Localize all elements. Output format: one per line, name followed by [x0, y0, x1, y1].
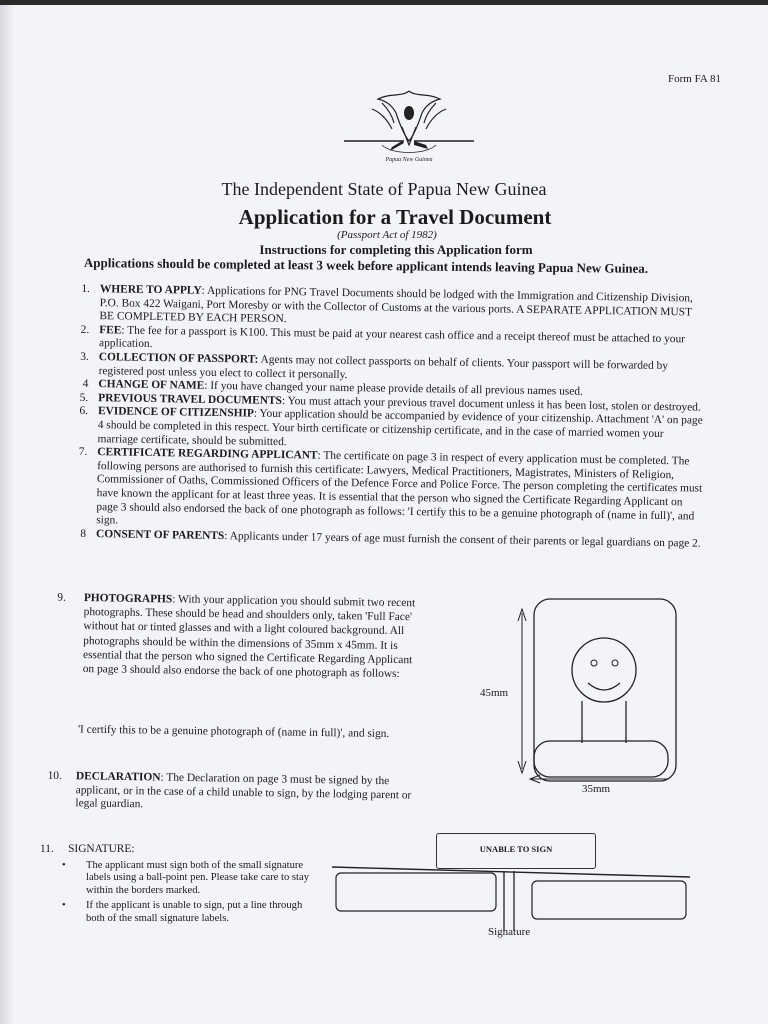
- item-label: WHERE TO APPLY: [99, 283, 202, 297]
- item-label: DECLARATION: [75, 770, 161, 784]
- bullet-icon: •: [62, 860, 66, 871]
- item-label: COLLECTION OF PASSPORT:: [98, 351, 259, 366]
- item-separator: :: [201, 284, 208, 297]
- item-number: 9.: [57, 591, 66, 604]
- bullet-text: If the applicant is unable to sign, put a line through both of the small signature labels.: [86, 900, 303, 924]
- instructions-title: Instructions for completing this Application form: [259, 242, 533, 257]
- item-separator: :: [224, 529, 230, 542]
- bullet-icon: •: [62, 900, 66, 912]
- item-label: SIGNATURE:: [68, 843, 135, 855]
- list-item: [0, 445, 765, 539]
- form-number: Form FA 81: [668, 73, 721, 85]
- item-number: 11.: [40, 843, 54, 855]
- signature-label-left: [336, 873, 496, 911]
- item-number: 2.: [80, 323, 90, 336]
- item-separator: :: [281, 394, 288, 407]
- item-text: Your application should be accompanied by evidence of your citizenship. Attachment 'A' on page 4 should be completed in this respect. Your birth certificate or citizenship certificate, and in the case of married women your marriage certificate, should be submitted.: [97, 408, 703, 448]
- declaration-section: [0, 769, 430, 817]
- item-text: The certificate on page 3 in respect of every application must be completed. The following persons are authorised to furnish this certificate: Lawyers, Medical Practitioners, Magistrates, Ministers of Religion, Commissioner of Oaths, Commissioned Officers of the Defence Force and Police Force. The person completing the certificates must have known the applicant for at least three yeas. It is essential that the person who signed the Certificate Regarding Applicant on page 3 should also endorsed the back of one photograph as follows: 'I certify this to be a genuine photograph of (name in full)', and sign.: [96, 449, 703, 527]
- shoulders-shape: [534, 741, 668, 777]
- item-number: 10.: [47, 769, 62, 783]
- item-label: CONSENT OF PARENTS: [95, 527, 225, 542]
- item-text: : The Declaration on page 3 must be signed by the applicant, or in the case of a child unable to sign, by the lodging parent or legal guardian.: [75, 771, 412, 811]
- state-title: The Independent State of Papua New Guinea: [221, 179, 547, 199]
- item-text: If you have changed your name please provide details of all previous names used.: [210, 380, 583, 398]
- item-number: 4: [82, 378, 89, 391]
- list-item: [62, 900, 322, 925]
- item-number: 1.: [81, 282, 90, 295]
- item-label: PREVIOUS TRAVEL DOCUMENTS: [98, 391, 283, 407]
- item-separator: :: [121, 324, 128, 337]
- item-separator: :: [253, 407, 260, 421]
- signature-label-right: [532, 881, 686, 919]
- photo-height-label: 45mm: [480, 687, 509, 699]
- item-number: 3.: [80, 350, 89, 363]
- item-text: Agents may not collect passports on behalf of clients. Your passport will be forwarded by registered post unless you elect to collect it personally.: [98, 353, 669, 381]
- bullet-text: The applicant must sign both of the small signature labels using a ball-point pen. Please take care to stay within the borders marked.: [86, 860, 309, 896]
- photo-width-label: 35mm: [582, 783, 611, 795]
- photo-dimension-diagram: [480, 595, 680, 805]
- face-circle: [572, 638, 636, 702]
- item-number: 7.: [78, 445, 88, 459]
- item-number: 5.: [79, 391, 89, 404]
- item-label: FEE: [99, 323, 122, 337]
- item-label: EVIDENCE OF CITIZENSHIP: [97, 405, 254, 420]
- item-separator: :: [317, 449, 324, 462]
- item-label: CHANGE OF NAME: [98, 378, 205, 392]
- item-text: Applications for PNG Travel Documents should be lodged with the Immigration and Citizenship Division, P.O. Box 422 Waigani, Port Moresby or with the Collector of Customs at the various ports. A SEPARATE APPLICATION MUST BE COMPLETED BY EACH PERSON.: [99, 284, 693, 326]
- advance-notice: Applications should be completed at least 3 week before applicant intends leaving Papua New Guinea.: [83, 255, 649, 276]
- item-label: PHOTOGRAPHS: [83, 592, 173, 606]
- list-item: [62, 860, 322, 897]
- signature-caption: Signature: [488, 926, 531, 938]
- png-emblem-icon: [342, 83, 477, 173]
- item-number: 8: [80, 527, 87, 540]
- document-page: [0, 5, 768, 1024]
- item-number: 6.: [79, 405, 89, 418]
- item-text: The fee for a passport is K100. This must be paid at your nearest cash office and a receipt thereof must be attached to your application.: [98, 324, 686, 351]
- certify-quote: 'I certify this to be a genuine photograph of (name in full)', and sign.: [77, 723, 390, 740]
- emblem-caption: Papua New Guinea: [385, 157, 433, 163]
- act-reference: (Passport Act of 1982): [337, 229, 437, 241]
- item-text: Applicants under 17 years of age must furnish the consent of their parents or legal guardians on page 2.: [229, 529, 701, 550]
- document-title: Application for a Travel Document: [238, 205, 552, 229]
- item-label: CERTIFICATE REGARDING APPLICANT: [97, 446, 318, 462]
- signature-labels-diagram: [330, 865, 700, 935]
- item-text: You must attach your previous travel document unless it has been lost, stolen or destroyed.: [287, 394, 701, 414]
- photographs-section: [0, 590, 430, 682]
- unable-to-sign-box: UNABLE TO SIGN: [436, 833, 596, 869]
- instruction-list: [0, 282, 768, 552]
- signature-instructions: [62, 860, 322, 928]
- item-text: : With your application you should submit two recent photographs. These should be head and shoulders only, taken 'Full Face' without hat or tinted glasses and with a light coloured background. All photographs should be within the dimensions of 35mm x 45mm. It is essential that the person who signed the Certificate Regarding Applicant on page 3 should also endorse the back of one photograph as follows:: [82, 593, 416, 681]
- signature-heading: [40, 843, 135, 855]
- item-separator: :: [204, 379, 211, 393]
